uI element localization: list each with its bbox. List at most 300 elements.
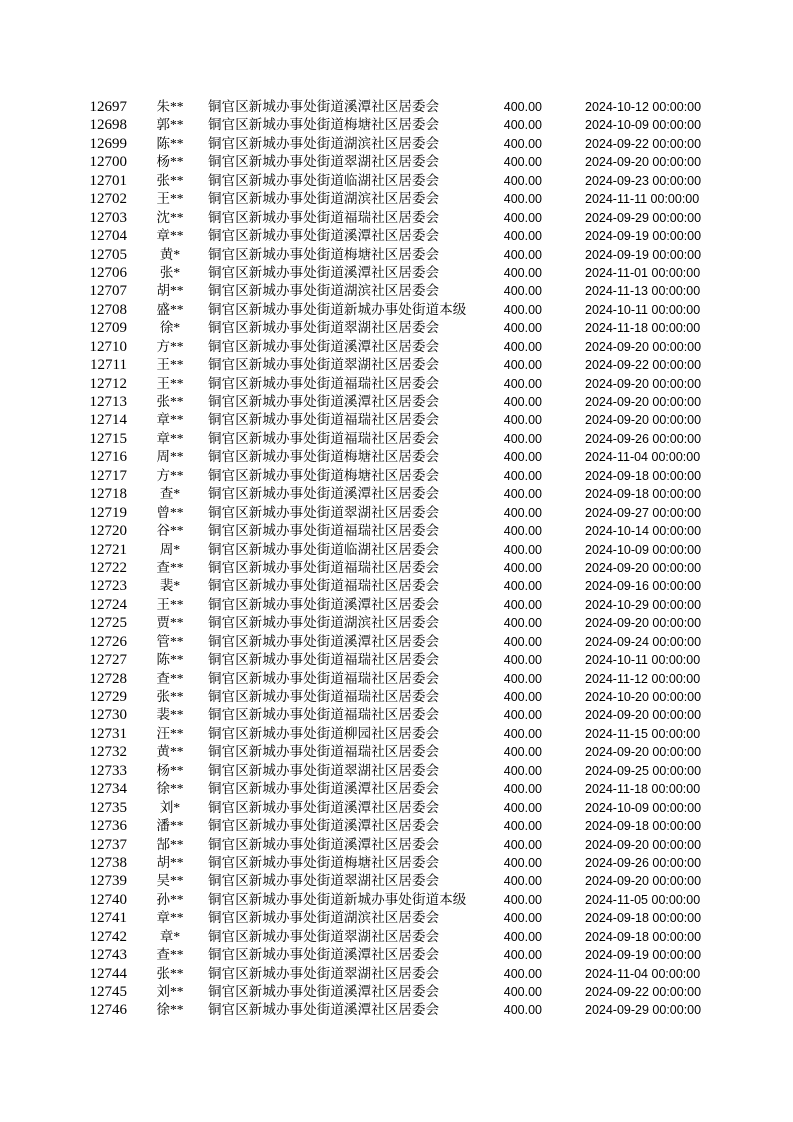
table-row — [0, 614, 793, 632]
person-name-masked: 王** — [156, 375, 184, 391]
organization-name: 铜官区新城办事处街道溪潭社区居委会 — [208, 228, 440, 244]
table-row — [0, 799, 793, 817]
organization-name: 铜官区新城办事处街道梅塘社区居委会 — [208, 449, 440, 465]
record-id: 12707 — [89, 283, 127, 300]
record-timestamp: 2024-09-26 00:00:00 — [585, 855, 702, 870]
record-id: 12724 — [89, 596, 127, 613]
person-name-masked: 曾** — [156, 504, 184, 520]
organization-name: 铜官区新城办事处街道福瑞社区居委会 — [208, 652, 440, 668]
person-name-masked: 章** — [156, 228, 184, 244]
record-id: 12714 — [89, 412, 127, 429]
organization-name: 铜官区新城办事处街道溪潭社区居委会 — [208, 486, 440, 502]
record-id: 12745 — [89, 984, 127, 1000]
record-timestamp: 2024-09-19 00:00:00 — [585, 229, 702, 244]
organization-name: 铜官区新城办事处街道福瑞社区居委会 — [208, 559, 440, 575]
person-name-masked: 黄* — [159, 246, 181, 262]
amount-value: 400.00 — [503, 874, 542, 889]
record-id: 12727 — [89, 652, 127, 669]
table-row — [0, 706, 793, 724]
table-row — [0, 633, 793, 651]
record-id: 12730 — [89, 707, 127, 724]
organization-name: 铜官区新城办事处街道湖滨社区居委会 — [208, 910, 440, 926]
record-id: 12741 — [89, 910, 127, 927]
record-id: 12726 — [89, 633, 127, 650]
organization-name: 铜官区新城办事处街道翠湖社区居委会 — [208, 357, 440, 373]
table-row — [0, 577, 793, 595]
table-row — [0, 338, 793, 356]
amount-value: 400.00 — [503, 948, 542, 963]
organization-name: 铜官区新城办事处街道湖滨社区居委会 — [208, 135, 440, 151]
person-name-masked: 郜** — [156, 836, 184, 852]
amount-value: 400.00 — [503, 726, 542, 741]
record-id: 12712 — [89, 375, 127, 392]
record-id: 12738 — [89, 854, 127, 871]
person-name-masked: 陈** — [156, 135, 184, 151]
organization-name: 铜官区新城办事处街道福瑞社区居委会 — [208, 707, 440, 723]
organization-name: 铜官区新城办事处街道翠湖社区居委会 — [208, 320, 440, 336]
person-name-masked: 黄** — [156, 744, 184, 760]
table-row — [0, 854, 793, 872]
record-timestamp: 2024-09-20 00:00:00 — [585, 376, 702, 391]
table-row — [0, 467, 793, 485]
amount-value: 400.00 — [503, 911, 542, 926]
record-timestamp: 2024-10-11 00:00:00 — [585, 302, 701, 317]
record-timestamp: 2024-09-29 00:00:00 — [585, 1003, 702, 1018]
organization-name: 铜官区新城办事处街道湖滨社区居委会 — [208, 615, 440, 631]
record-id: 12698 — [89, 117, 127, 134]
record-timestamp: 2024-10-29 00:00:00 — [585, 597, 702, 612]
person-name-masked: 周* — [159, 541, 181, 557]
record-timestamp: 2024-09-19 00:00:00 — [585, 247, 702, 262]
record-timestamp: 2024-10-11 00:00:00 — [585, 653, 701, 668]
organization-name: 铜官区新城办事处街道翠湖社区居委会 — [208, 965, 440, 981]
amount-value: 400.00 — [503, 376, 542, 391]
record-id: 12720 — [89, 523, 127, 540]
organization-name: 铜官区新城办事处街道翠湖社区居委会 — [208, 154, 440, 170]
table-row — [0, 1001, 793, 1019]
amount-value: 400.00 — [503, 855, 542, 870]
amount-value: 400.00 — [503, 487, 542, 502]
record-timestamp: 2024-11-04 00:00:00 — [585, 450, 701, 465]
record-timestamp: 2024-09-20 00:00:00 — [585, 745, 702, 760]
record-timestamp: 2024-09-18 00:00:00 — [585, 468, 702, 483]
record-timestamp: 2024-10-20 00:00:00 — [585, 690, 702, 704]
record-timestamp: 2024-09-26 00:00:00 — [585, 431, 702, 446]
person-name-masked: 查** — [156, 559, 184, 575]
person-name-masked: 章* — [159, 928, 181, 944]
organization-name: 铜官区新城办事处街道福瑞社区居委会 — [208, 689, 440, 704]
organization-name: 铜官区新城办事处街道溪潭社区居委会 — [208, 799, 440, 815]
organization-name: 铜官区新城办事处街道翠湖社区居委会 — [208, 504, 440, 520]
organization-name: 铜官区新城办事处街道福瑞社区居委会 — [208, 578, 440, 594]
record-timestamp: 2024-09-29 00:00:00 — [585, 210, 702, 225]
organization-name: 铜官区新城办事处街道溪潭社区居委会 — [208, 394, 440, 409]
amount-value: 400.00 — [503, 690, 542, 704]
record-timestamp: 2024-11-12 00:00:00 — [585, 671, 701, 686]
record-id: 12717 — [89, 467, 127, 484]
record-id: 12704 — [89, 228, 127, 245]
table-row — [0, 135, 793, 153]
organization-name: 铜官区新城办事处街道新城办事处街道本级 — [208, 301, 467, 317]
amount-value: 400.00 — [503, 782, 542, 797]
table-row — [0, 504, 793, 522]
person-name-masked: 潘** — [156, 818, 184, 834]
record-id: 12709 — [89, 320, 127, 337]
table-row — [0, 522, 793, 540]
record-id: 12746 — [89, 1002, 127, 1019]
amount-value: 400.00 — [503, 616, 542, 631]
amount-value: 400.00 — [503, 431, 542, 446]
organization-name: 铜官区新城办事处街道翠湖社区居委会 — [208, 928, 440, 944]
table-row — [0, 891, 793, 909]
amount-value: 400.00 — [503, 708, 542, 723]
organization-name: 铜官区新城办事处街道福瑞社区居委会 — [208, 430, 440, 446]
person-name-masked: 沈** — [156, 209, 184, 225]
person-name-masked: 王** — [156, 596, 184, 612]
amount-value: 400.00 — [503, 284, 542, 299]
person-name-masked: 管** — [156, 633, 184, 649]
record-timestamp: 2024-09-24 00:00:00 — [585, 634, 702, 649]
record-id: 12703 — [89, 209, 127, 226]
organization-name: 铜官区新城办事处街道福瑞社区居委会 — [208, 412, 440, 428]
person-name-masked: 徐** — [156, 781, 184, 797]
record-id: 12711 — [90, 357, 127, 374]
record-id: 12725 — [89, 615, 127, 632]
record-timestamp: 2024-11-05 00:00:00 — [585, 892, 701, 907]
amount-value: 400.00 — [503, 413, 542, 428]
record-id: 12710 — [89, 338, 127, 355]
person-name-masked: 汪** — [156, 725, 184, 741]
table-row — [0, 965, 793, 983]
record-id: 12700 — [89, 154, 127, 171]
person-name-masked: 张* — [159, 264, 181, 280]
record-id: 12706 — [89, 264, 127, 281]
amount-value: 400.00 — [503, 118, 542, 133]
amount-value: 400.00 — [503, 837, 542, 852]
person-name-masked: 裴* — [159, 578, 181, 594]
table-row — [0, 688, 793, 706]
record-id: 12742 — [89, 928, 127, 945]
record-id: 12728 — [89, 670, 127, 687]
person-name-masked: 徐** — [156, 1002, 184, 1018]
table-row — [0, 448, 793, 466]
record-id: 12721 — [89, 541, 127, 558]
organization-name: 铜官区新城办事处街道溪潭社区居委会 — [208, 338, 440, 354]
table-row — [0, 485, 793, 503]
record-timestamp: 2024-10-09 00:00:00 — [585, 800, 702, 815]
record-id: 12722 — [89, 559, 127, 576]
table-row — [0, 780, 793, 798]
amount-value: 400.00 — [503, 247, 542, 262]
table-row — [0, 98, 793, 116]
amount-value: 400.00 — [503, 892, 542, 907]
record-id: 12702 — [89, 191, 127, 208]
table-row — [0, 393, 793, 411]
table-row — [0, 946, 793, 964]
organization-name: 铜官区新城办事处街道福瑞社区居委会 — [208, 375, 440, 391]
table-row — [0, 209, 793, 227]
amount-value: 400.00 — [503, 265, 542, 280]
table-row — [0, 246, 793, 264]
table-row — [0, 872, 793, 890]
record-id: 12732 — [89, 744, 127, 761]
organization-name: 铜官区新城办事处街道溪潭社区居委会 — [208, 1002, 440, 1018]
organization-name: 铜官区新城办事处街道梅塘社区居委会 — [208, 117, 440, 133]
record-timestamp: 2024-11-01 00:00:00 — [585, 265, 701, 280]
person-name-masked: 查* — [159, 486, 181, 502]
table-row — [0, 983, 793, 1001]
amount-value: 400.00 — [503, 597, 542, 612]
record-timestamp: 2024-09-20 00:00:00 — [585, 560, 702, 575]
amount-value: 400.00 — [503, 579, 542, 594]
record-id: 12701 — [89, 172, 127, 189]
amount-value: 400.00 — [503, 339, 542, 354]
person-name-masked: 查** — [156, 670, 184, 686]
record-id: 12735 — [89, 799, 127, 816]
organization-name: 铜官区新城办事处街道溪潭社区居委会 — [208, 818, 440, 834]
amount-value: 400.00 — [503, 505, 542, 520]
records-table — [0, 98, 793, 1020]
table-row — [0, 928, 793, 946]
table-row — [0, 909, 793, 927]
record-id: 12699 — [89, 135, 127, 152]
record-id: 12719 — [89, 504, 127, 521]
table-row — [0, 227, 793, 245]
record-timestamp: 2024-09-16 00:00:00 — [585, 579, 702, 594]
organization-name: 铜官区新城办事处街道福瑞社区居委会 — [208, 523, 440, 539]
record-timestamp: 2024-09-18 00:00:00 — [585, 487, 702, 502]
person-name-masked: 刘** — [156, 984, 184, 999]
person-name-masked: 吴** — [156, 873, 184, 889]
record-timestamp: 2024-09-20 00:00:00 — [585, 708, 702, 723]
table-row — [0, 762, 793, 780]
amount-value: 400.00 — [503, 450, 542, 465]
table-row — [0, 596, 793, 614]
organization-name: 铜官区新城办事处街道临湖社区居委会 — [208, 172, 440, 188]
person-name-masked: 杨** — [156, 154, 184, 170]
table-row — [0, 153, 793, 171]
amount-value: 400.00 — [503, 634, 542, 649]
table-row — [0, 541, 793, 559]
table-row — [0, 172, 793, 190]
amount-value: 400.00 — [503, 358, 542, 373]
record-timestamp: 2024-09-25 00:00:00 — [585, 763, 702, 778]
amount-value: 400.00 — [503, 1003, 542, 1018]
person-name-masked: 张** — [156, 172, 184, 188]
person-name-masked: 王** — [156, 357, 184, 373]
record-timestamp: 2024-09-20 00:00:00 — [585, 874, 702, 889]
amount-value: 400.00 — [503, 800, 542, 815]
record-timestamp: 2024-11-18 00:00:00 — [585, 321, 701, 336]
table-row — [0, 670, 793, 688]
amount-value: 400.00 — [503, 653, 542, 668]
organization-name: 铜官区新城办事处街道梅塘社区居委会 — [208, 467, 440, 483]
person-name-masked: 查** — [156, 947, 184, 963]
record-id: 12697 — [89, 99, 127, 115]
organization-name: 铜官区新城办事处街道溪潭社区居委会 — [208, 633, 440, 649]
table-row — [0, 817, 793, 835]
amount-value: 400.00 — [503, 395, 542, 409]
person-name-masked: 张** — [156, 689, 184, 704]
record-id: 12731 — [89, 725, 127, 742]
record-timestamp: 2024-11-15 00:00:00 — [585, 726, 701, 741]
organization-name: 铜官区新城办事处街道溪潭社区居委会 — [208, 596, 440, 612]
amount-value: 400.00 — [503, 671, 542, 686]
record-timestamp: 2024-09-20 00:00:00 — [585, 339, 702, 354]
person-name-masked: 徐* — [159, 320, 181, 336]
organization-name: 铜官区新城办事处街道溪潭社区居委会 — [208, 947, 440, 963]
record-timestamp: 2024-09-20 00:00:00 — [585, 837, 702, 852]
person-name-masked: 方** — [156, 467, 184, 483]
record-id: 12737 — [89, 836, 127, 853]
record-id: 12743 — [89, 947, 127, 964]
organization-name: 铜官区新城办事处街道福瑞社区居委会 — [208, 744, 440, 760]
table-row — [0, 559, 793, 577]
amount-value: 400.00 — [503, 763, 542, 778]
organization-name: 铜官区新城办事处街道梅塘社区居委会 — [208, 246, 440, 262]
amount-value: 400.00 — [503, 966, 542, 981]
table-row — [0, 190, 793, 208]
person-name-masked: 胡** — [156, 283, 184, 299]
organization-name: 铜官区新城办事处街道溪潭社区居委会 — [208, 836, 440, 852]
organization-name: 铜官区新城办事处街道梅塘社区居委会 — [208, 854, 440, 870]
organization-name: 铜官区新城办事处街道溪潭社区居委会 — [208, 984, 440, 999]
amount-value: 400.00 — [503, 819, 542, 834]
person-name-masked: 孙** — [156, 891, 184, 907]
record-timestamp: 2024-09-22 00:00:00 — [585, 358, 702, 373]
person-name-masked: 杨** — [156, 762, 184, 778]
record-timestamp: 2024-09-22 00:00:00 — [585, 985, 702, 999]
person-name-masked: 张** — [156, 965, 184, 981]
amount-value: 400.00 — [503, 321, 542, 336]
organization-name: 铜官区新城办事处街道福瑞社区居委会 — [208, 209, 440, 225]
record-timestamp: 2024-09-22 00:00:00 — [585, 136, 702, 151]
amount-value: 400.00 — [503, 524, 542, 539]
table-row — [0, 282, 793, 300]
record-timestamp: 2024-09-18 00:00:00 — [585, 819, 702, 834]
record-timestamp: 2024-11-11 00:00:00 — [585, 192, 700, 207]
record-timestamp: 2024-11-18 00:00:00 — [585, 782, 701, 797]
record-id: 12740 — [89, 891, 127, 908]
record-timestamp: 2024-09-23 00:00:00 — [585, 173, 702, 188]
person-name-masked: 朱** — [156, 99, 184, 114]
record-id: 12716 — [89, 449, 127, 466]
person-name-masked: 盛** — [156, 301, 184, 317]
organization-name: 铜官区新城办事处街道柳园社区居委会 — [208, 725, 440, 741]
record-timestamp: 2024-10-09 00:00:00 — [585, 542, 702, 557]
table-row — [0, 651, 793, 669]
record-id: 12723 — [89, 578, 127, 595]
person-name-masked: 刘* — [159, 799, 181, 815]
person-name-masked: 章** — [156, 430, 184, 446]
record-id: 12715 — [89, 430, 127, 447]
organization-name: 铜官区新城办事处街道福瑞社区居委会 — [208, 670, 440, 686]
person-name-masked: 章** — [156, 910, 184, 926]
record-id: 12718 — [89, 486, 127, 503]
record-id: 12733 — [89, 762, 127, 779]
record-timestamp: 2024-09-20 00:00:00 — [585, 616, 702, 631]
amount-value: 400.00 — [503, 136, 542, 151]
record-id: 12729 — [89, 689, 127, 705]
amount-value: 400.00 — [503, 155, 542, 170]
person-name-masked: 章** — [156, 412, 184, 428]
amount-value: 400.00 — [503, 560, 542, 575]
table-row — [0, 319, 793, 337]
organization-name: 铜官区新城办事处街道湖滨社区居委会 — [208, 283, 440, 299]
record-timestamp: 2024-11-04 00:00:00 — [585, 966, 701, 981]
amount-value: 400.00 — [503, 468, 542, 483]
amount-value: 400.00 — [503, 173, 542, 188]
organization-name: 铜官区新城办事处街道翠湖社区居委会 — [208, 762, 440, 778]
record-timestamp: 2024-09-20 00:00:00 — [585, 413, 702, 428]
organization-name: 铜官区新城办事处街道溪潭社区居委会 — [208, 264, 440, 280]
record-id: 12739 — [89, 873, 127, 890]
amount-value: 400.00 — [503, 210, 542, 225]
person-name-masked: 王** — [156, 191, 184, 207]
table-row — [0, 743, 793, 761]
record-timestamp: 2024-09-20 00:00:00 — [585, 395, 702, 409]
table-row — [0, 725, 793, 743]
person-name-masked: 方** — [156, 338, 184, 354]
record-timestamp: 2024-10-12 00:00:00 — [585, 100, 702, 114]
organization-name: 铜官区新城办事处街道溪潭社区居委会 — [208, 781, 440, 797]
table-row — [0, 116, 793, 134]
amount-value: 400.00 — [503, 100, 542, 114]
record-timestamp: 2024-09-27 00:00:00 — [585, 505, 702, 520]
record-id: 12708 — [89, 301, 127, 318]
table-row — [0, 836, 793, 854]
table-row — [0, 264, 793, 282]
amount-value: 400.00 — [503, 192, 542, 207]
record-timestamp: 2024-10-14 00:00:00 — [585, 524, 702, 539]
record-id: 12734 — [89, 781, 127, 798]
person-name-masked: 谷** — [156, 523, 184, 539]
organization-name: 铜官区新城办事处街道溪潭社区居委会 — [208, 99, 440, 114]
record-timestamp: 2024-09-18 00:00:00 — [585, 929, 702, 944]
person-name-masked: 郭** — [156, 117, 184, 133]
person-name-masked: 贾** — [156, 615, 184, 631]
record-timestamp: 2024-10-09 00:00:00 — [585, 118, 702, 133]
organization-name: 铜官区新城办事处街道湖滨社区居委会 — [208, 191, 440, 207]
record-timestamp: 2024-09-18 00:00:00 — [585, 911, 702, 926]
table-row — [0, 430, 793, 448]
record-id: 12705 — [89, 246, 127, 263]
person-name-masked: 张** — [156, 394, 184, 409]
organization-name: 铜官区新城办事处街道新城办事处街道本级 — [208, 891, 467, 907]
record-id: 12744 — [89, 965, 127, 982]
record-id: 12736 — [89, 818, 127, 835]
table-row — [0, 301, 793, 319]
person-name-masked: 陈** — [156, 652, 184, 668]
amount-value: 400.00 — [503, 929, 542, 944]
record-timestamp: 2024-11-13 00:00:00 — [585, 284, 701, 299]
amount-value: 400.00 — [503, 302, 542, 317]
organization-name: 铜官区新城办事处街道临湖社区居委会 — [208, 541, 440, 557]
amount-value: 400.00 — [503, 542, 542, 557]
record-timestamp: 2024-09-19 00:00:00 — [585, 948, 702, 963]
amount-value: 400.00 — [503, 985, 542, 999]
table-row — [0, 356, 793, 374]
person-name-masked: 裴** — [156, 707, 184, 723]
table-row — [0, 375, 793, 393]
record-timestamp: 2024-09-20 00:00:00 — [585, 155, 702, 170]
organization-name: 铜官区新城办事处街道翠湖社区居委会 — [208, 873, 440, 889]
person-name-masked: 周** — [156, 449, 184, 465]
amount-value: 400.00 — [503, 745, 542, 760]
record-id: 12713 — [89, 394, 127, 410]
person-name-masked: 胡** — [156, 854, 184, 870]
table-row — [0, 411, 793, 429]
